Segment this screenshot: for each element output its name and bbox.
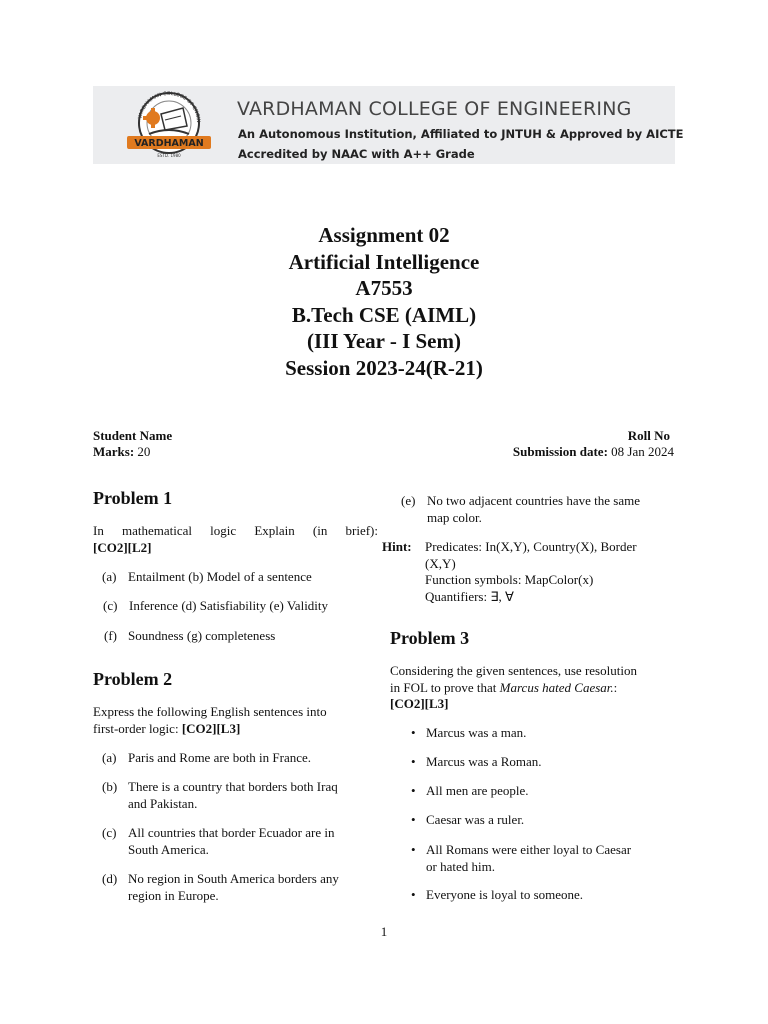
item-label: (e) [401, 493, 416, 508]
item-label: (a) [102, 569, 117, 584]
hint-line: (X,Y) [425, 555, 456, 571]
bullet-text: All men are people. [426, 783, 529, 798]
problem3-intro-colon: : [613, 679, 618, 695]
submission-value: 08 Jan 2024 [607, 444, 674, 459]
item-text: There is a country that borders both Iraq [128, 779, 338, 794]
hint-label: Hint: [382, 539, 412, 554]
item-text: map color. [427, 509, 482, 525]
item-text: No two adjacent countries have the same [427, 493, 640, 508]
item-text: Soundness (g) completeness [128, 628, 276, 643]
bullet-dot: • [411, 812, 416, 827]
problem2-intro [93, 704, 378, 737]
problem2-intro-line: Express the following English sentences into [93, 704, 327, 719]
hint-line: Predicates: In(X,Y), Country(X), Border [425, 539, 637, 554]
bullet-text: or hated him. [426, 858, 495, 874]
item-label: (f) [104, 628, 117, 643]
problem3-intro [390, 663, 680, 713]
bullet-dot: • [411, 887, 416, 902]
item-label: (b) [102, 779, 118, 794]
problem1-heading: Problem 1 [93, 488, 173, 508]
program-name: B.Tech CSE (AIML) [291, 302, 477, 327]
marks-value: 20 [134, 444, 151, 459]
problem1-intro [93, 523, 378, 556]
bullet-dot: • [411, 754, 416, 769]
item-label: (a) [102, 750, 117, 765]
bullet-text: Caesar was a ruler. [426, 812, 525, 827]
problem2-heading: Problem 2 [93, 669, 173, 689]
hint-line: Function symbols: MapColor(x) [425, 572, 594, 587]
logo-estd: ESTD. 1980 [157, 153, 181, 158]
problem3-heading: Problem 3 [390, 628, 470, 648]
problem3-tag: [CO2][L3] [390, 696, 449, 711]
problem3-intro-line: Considering the given sentences, use resolution [390, 663, 637, 678]
item-text: Entailment (b) Model of a sentence [128, 569, 312, 584]
bullet-text: Marcus was a Roman. [426, 754, 542, 769]
marks [93, 444, 150, 460]
logo-ring-text: VARDHAMAN COLLEGE OF ENGIN [137, 90, 202, 123]
item-text: region in Europe. [128, 887, 219, 903]
session: Session 2023-24(R-21) [285, 355, 483, 380]
year-semester: (III Year - I Sem) [307, 329, 461, 353]
college-logo [113, 90, 225, 160]
college-banner [93, 86, 684, 164]
course-name: Artificial Intelligence [288, 249, 480, 274]
submission-date [513, 444, 674, 460]
problem1-intro-line: In mathematical logic Explain (in brief): [93, 523, 378, 538]
hint-line: Quantifiers: ∃, ∀ [425, 588, 514, 604]
item-text: Paris and Rome are both in France. [128, 750, 312, 765]
college-name: VARDHAMAN COLLEGE OF ENGINEERING [237, 98, 632, 120]
bullet-text: All Romans were either loyal to Caesar [426, 842, 632, 857]
item-text: All countries that border Ecuador are in [128, 825, 335, 840]
item-label: (c) [102, 825, 117, 840]
student-name-label: Student Name [93, 428, 173, 443]
marks-label: Marks: [93, 444, 135, 459]
bullet-text: Everyone is loyal to someone. [426, 887, 584, 902]
assignment-title-block [0, 222, 768, 381]
problem2-intro-line: first-order logic: [93, 720, 182, 736]
item-label: (c) [103, 598, 118, 613]
item-label: (d) [102, 871, 118, 886]
course-code: A7553 [355, 276, 413, 300]
item-text: South America. [128, 841, 209, 857]
submission-label: Submission date: [512, 444, 608, 459]
bullet-text: Marcus was a man. [426, 725, 527, 740]
item-text: No region in South America borders any [128, 871, 339, 886]
bullet-dot: • [411, 783, 416, 798]
college-accreditation: Accredited by NAAC with A++ Grade [238, 147, 475, 161]
problem3-intro-line: in FOL to prove that [390, 679, 500, 695]
bullet-dot: • [411, 725, 416, 740]
problem3-claim: Marcus hated Caesar. [499, 679, 614, 695]
item-text: and Pakistan. [128, 795, 198, 811]
bullet-dot: • [411, 842, 416, 857]
college-affiliation: An Autonomous Institution, Affiliated to JNTUH & Approved by AICTE [238, 127, 684, 141]
page-number: 1 [380, 924, 388, 939]
roll-no-label: Roll No [627, 428, 670, 443]
item-text: Inference (d) Satisfiability (e) Validity [129, 598, 329, 613]
problem1-tag: [CO2][L2] [93, 539, 152, 555]
assignment-number: Assignment 02 [318, 223, 450, 247]
problem2-tag: [CO2][L3] [181, 720, 241, 736]
logo-text: VARDHAMAN [134, 138, 204, 149]
